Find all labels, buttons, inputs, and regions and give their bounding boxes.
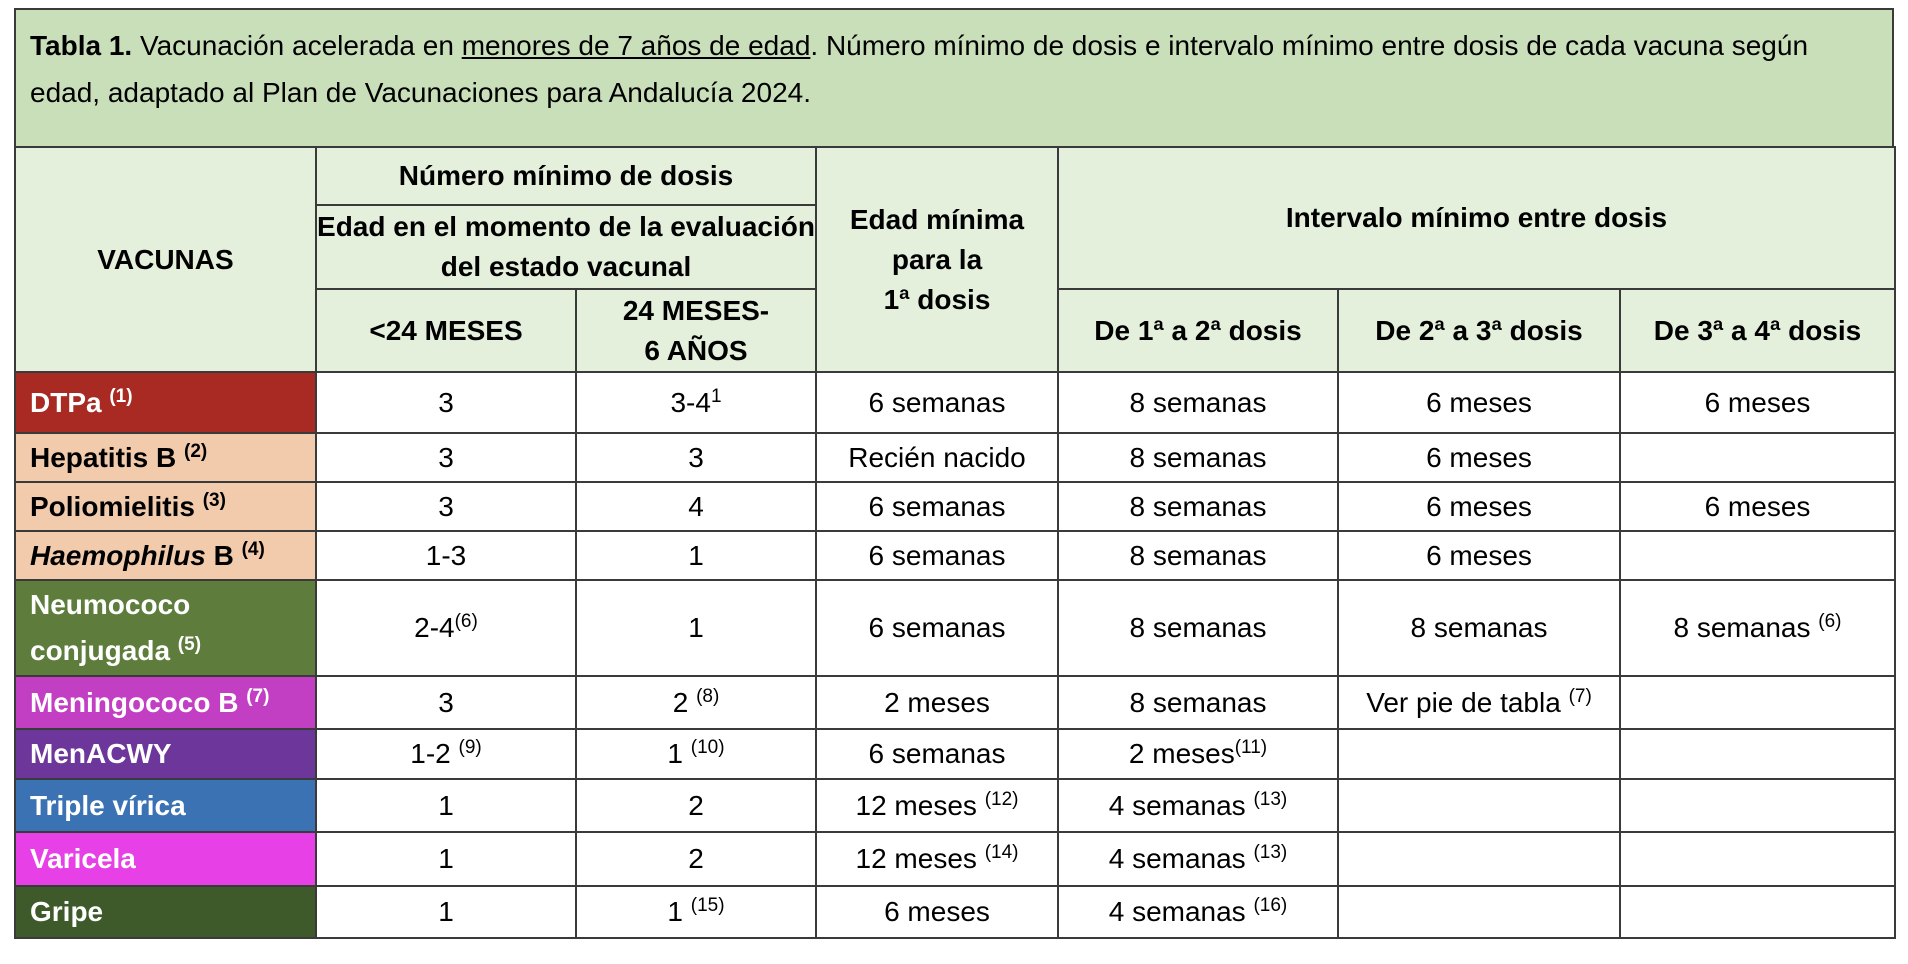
cell-footnote: (10): [690, 737, 725, 758]
cell-c5: [1338, 433, 1620, 482]
table-container: [14, 8, 1894, 939]
cell-value: 6 semanas: [868, 539, 1006, 571]
cell-value: Ver pie de tabla: [1366, 686, 1561, 718]
cell-c2: [576, 832, 816, 886]
vaccine-name-cell: [15, 482, 316, 531]
cell-c6: [1620, 832, 1895, 886]
cell-value: 8 semanas: [1129, 539, 1267, 571]
cell-c3: [816, 886, 1058, 938]
vaccine-name: Meningococo B: [30, 686, 239, 718]
cell-c5: [1338, 886, 1620, 938]
table-row: [15, 886, 1895, 938]
header-de-2-a-3: De 2ª a 3ª dosis: [1338, 289, 1620, 372]
vaccine-name: Poliomielitis: [30, 490, 195, 522]
vaccine-name-cell: [15, 729, 316, 779]
vaccine-name-cell: [15, 580, 316, 676]
cell-value: 4 semanas: [1108, 896, 1246, 927]
caption-text-after: . Número mínimo de dosis e intervalo mínimo entre dosis de cada vacuna según edad, adaptado al Plan de Vacunaciones para Andalucía 2024.: [30, 30, 1809, 108]
vaccine-name-cell: [15, 433, 316, 482]
cell-footnote: (7): [1568, 685, 1592, 707]
cell-value: 6 meses: [1704, 386, 1811, 418]
vaccine-name: Haemophilus: [30, 539, 206, 571]
header-24-meses-line2: 6 AÑOS: [644, 334, 748, 366]
cell-footnote: (12): [984, 788, 1019, 810]
vaccine-name-cell: [15, 779, 316, 832]
vaccination-table: [14, 146, 1896, 939]
vaccine-footnote: (5): [177, 634, 202, 655]
cell-value: 6 meses: [1426, 441, 1532, 473]
cell-c6: [1620, 433, 1895, 482]
header-de-3-a-4: De 3ª a 4ª dosis: [1620, 289, 1895, 372]
cell-value: 6 meses: [1704, 490, 1811, 522]
cell-c4: [1058, 372, 1338, 433]
header-menos-24-meses: <24 MESES: [316, 289, 576, 372]
cell-value: 12 meses: [855, 789, 977, 821]
vaccine-name: Triple vírica: [30, 789, 186, 821]
cell-c2: [576, 372, 816, 433]
vaccine-name-cell: [15, 886, 316, 938]
vaccine-name-cell: [15, 531, 316, 580]
cell-value: 1: [438, 789, 454, 821]
cell-value: 2: [672, 686, 689, 718]
vaccine-footnote: (3): [202, 489, 226, 511]
cell-c2: [576, 779, 816, 832]
cell-value: 6 semanas: [868, 738, 1006, 769]
header-vacunas: VACUNAS: [15, 147, 316, 372]
cell-value: 2 meses: [1128, 738, 1235, 769]
cell-value: 6 meses: [884, 896, 990, 927]
cell-c5: [1338, 531, 1620, 580]
cell-footnote: (16): [1253, 895, 1288, 916]
cell-value: 6 meses: [1426, 490, 1532, 522]
vaccine-name: Neumococo conjugada: [30, 589, 191, 666]
cell-footnote: (6): [454, 611, 478, 632]
caption-text-before: Vacunación acelerada en: [132, 30, 462, 61]
cell-footnote: (13): [1253, 788, 1288, 810]
cell-value: 8 semanas: [1673, 612, 1811, 643]
header-edad-evaluacion: Edad en el momento de la evaluación del estado vacunal: [316, 205, 816, 289]
cell-c1: [316, 580, 576, 676]
cell-c4: [1058, 886, 1338, 938]
cell-value: 1: [688, 612, 704, 643]
table-row: [15, 433, 1895, 482]
cell-c3: [816, 372, 1058, 433]
cell-value: 4: [688, 490, 704, 522]
cell-value: 2 meses: [884, 686, 990, 718]
vaccine-name-suffix: B: [205, 539, 234, 571]
cell-c3: [816, 832, 1058, 886]
cell-c1: [316, 433, 576, 482]
cell-c2: [576, 433, 816, 482]
cell-c6: [1620, 886, 1895, 938]
caption-label: Tabla 1.: [30, 30, 133, 61]
cell-value: 3: [438, 441, 454, 473]
cell-value: 4 semanas: [1108, 789, 1246, 821]
cell-value: 2-4: [414, 612, 455, 643]
cell-value: 3: [438, 490, 454, 522]
cell-c3: [816, 729, 1058, 779]
table-row: [15, 676, 1895, 729]
cell-c3: [816, 482, 1058, 531]
cell-value: 3: [688, 441, 704, 473]
cell-c4: [1058, 729, 1338, 779]
header-edad-minima-line3: 1ª dosis: [883, 283, 991, 315]
header-de-1-a-2: De 1ª a 2ª dosis: [1058, 289, 1338, 372]
vaccine-name: DTPa: [30, 386, 102, 418]
cell-c4: [1058, 676, 1338, 729]
cell-value: 1: [667, 896, 683, 927]
cell-value: Recién nacido: [848, 441, 1026, 473]
cell-value: 2: [688, 843, 704, 874]
table-row: [15, 832, 1895, 886]
cell-c1: [316, 531, 576, 580]
cell-value: 6 meses: [1426, 386, 1532, 418]
vaccine-footnote: (1): [109, 385, 133, 407]
table-row: [15, 482, 1895, 531]
cell-c5: [1338, 832, 1620, 886]
cell-c6: [1620, 580, 1895, 676]
cell-c6: [1620, 531, 1895, 580]
cell-value: 8 semanas: [1129, 686, 1267, 718]
cell-c2: [576, 482, 816, 531]
vaccine-name: MenACWY: [30, 738, 172, 769]
table-row: [15, 779, 1895, 832]
cell-footnote: (14): [984, 842, 1019, 863]
cell-value: 6 semanas: [868, 612, 1006, 643]
vaccine-name-cell: [15, 676, 316, 729]
cell-footnote: (15): [690, 895, 725, 916]
cell-c5: [1338, 580, 1620, 676]
cell-c4: [1058, 832, 1338, 886]
vaccine-name: Hepatitis B: [30, 441, 177, 473]
cell-footnote: (9): [458, 737, 482, 758]
cell-c4: [1058, 580, 1338, 676]
header-24-meses-6-anos: [576, 289, 816, 372]
vaccine-footnote: (4): [241, 538, 265, 560]
cell-value: 1: [438, 843, 454, 874]
cell-c3: [816, 580, 1058, 676]
cell-c4: [1058, 779, 1338, 832]
cell-c1: [316, 729, 576, 779]
cell-c6: [1620, 676, 1895, 729]
table-row: [15, 531, 1895, 580]
cell-value: 3-4: [670, 386, 711, 418]
cell-c1: [316, 832, 576, 886]
cell-value: 1-2: [410, 738, 451, 769]
cell-footnote: 1: [710, 385, 722, 407]
cell-c6: [1620, 482, 1895, 531]
cell-c3: [816, 531, 1058, 580]
vaccine-name: Varicela: [30, 843, 136, 874]
cell-c5: [1338, 372, 1620, 433]
cell-c4: [1058, 433, 1338, 482]
vaccine-name-cell: [15, 372, 316, 433]
vaccine-footnote: (2): [184, 440, 208, 462]
vaccine-name-cell: [15, 832, 316, 886]
cell-c3: [816, 779, 1058, 832]
cell-c3: [816, 676, 1058, 729]
caption-underlined: menores de 7 años de edad: [461, 30, 811, 61]
cell-c2: [576, 886, 816, 938]
cell-value: 8 semanas: [1129, 386, 1267, 418]
cell-value: 3: [438, 386, 454, 418]
header-edad-minima: [816, 147, 1058, 372]
cell-footnote: (13): [1253, 842, 1288, 863]
header-edad-minima-line1: Edad mínima: [849, 203, 1025, 235]
cell-c2: [576, 531, 816, 580]
cell-footnote: (8): [696, 685, 720, 707]
cell-value: 6 meses: [1426, 539, 1532, 571]
cell-value: 8 semanas: [1129, 612, 1267, 643]
table-row: [15, 729, 1895, 779]
header-intervalo-minimo: Intervalo mínimo entre dosis: [1058, 147, 1895, 289]
cell-value: 2: [688, 789, 704, 821]
cell-c6: [1620, 779, 1895, 832]
cell-value: 6 semanas: [868, 490, 1006, 522]
cell-c4: [1058, 482, 1338, 531]
cell-c1: [316, 886, 576, 938]
table-row: [15, 580, 1895, 676]
cell-c2: [576, 676, 816, 729]
cell-c5: [1338, 779, 1620, 832]
cell-c1: [316, 372, 576, 433]
cell-footnote: (11): [1234, 737, 1268, 758]
cell-c5: [1338, 676, 1620, 729]
cell-value: 4 semanas: [1108, 843, 1246, 874]
cell-c2: [576, 580, 816, 676]
cell-value: 8 semanas: [1129, 490, 1267, 522]
cell-value: 1: [667, 738, 683, 769]
cell-c4: [1058, 531, 1338, 580]
vaccine-name: Gripe: [30, 896, 104, 927]
table-row: [15, 372, 1895, 433]
cell-c3: [816, 433, 1058, 482]
cell-value: 3: [438, 686, 454, 718]
header-24-meses-line1: 24 MESES-: [622, 294, 770, 326]
cell-c6: [1620, 372, 1895, 433]
cell-value: 1: [688, 539, 704, 571]
cell-c1: [316, 779, 576, 832]
cell-c5: [1338, 482, 1620, 531]
header-edad-minima-line2: para la: [891, 243, 983, 275]
cell-value: 8 semanas: [1410, 612, 1548, 643]
cell-value: 1-3: [425, 539, 467, 571]
vaccine-footnote: (7): [246, 685, 270, 707]
cell-value: 1: [438, 896, 454, 927]
cell-c1: [316, 482, 576, 531]
cell-c1: [316, 676, 576, 729]
cell-c2: [576, 729, 816, 779]
cell-value: 8 semanas: [1129, 441, 1267, 473]
cell-value: 12 meses: [855, 843, 977, 874]
cell-footnote: (6): [1818, 611, 1842, 632]
table-caption: [14, 8, 1894, 146]
cell-value: 6 semanas: [868, 386, 1006, 418]
header-numero-minimo-dosis: Número mínimo de dosis: [316, 147, 816, 205]
cell-c5: [1338, 729, 1620, 779]
cell-c6: [1620, 729, 1895, 779]
